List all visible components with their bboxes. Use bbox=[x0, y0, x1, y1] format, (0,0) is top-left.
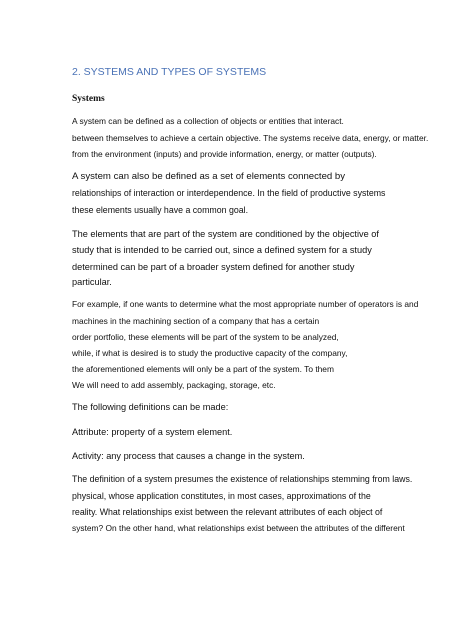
paragraph-2-line-2: relationships of interaction or interdependence. In the field of productive systems bbox=[72, 188, 386, 198]
paragraph-4-line-4: while, if what is desired is to study the productive capacity of the company, bbox=[72, 348, 348, 358]
paragraph-3-line-2: study that is intended to be carried out, since a defined system for a study bbox=[72, 245, 372, 255]
paragraph-4-line-5: the aforementioned elements will only be a part of the system. To them bbox=[72, 364, 334, 374]
subheading: Systems bbox=[72, 94, 105, 104]
paragraph-4-line-3: order portfolio, these elements will be part of the system to be analyzed, bbox=[72, 332, 339, 342]
paragraph-4-line-6: We will need to add assembly, packaging, storage, etc. bbox=[72, 380, 276, 390]
paragraph-1-line-3: from the environment (inputs) and provide information, energy, or matter (outputs). bbox=[72, 149, 377, 159]
paragraph-6-line-1: Attribute: property of a system element. bbox=[72, 427, 233, 437]
paragraph-4-line-1: For example, if one wants to determine what the most appropriate number of operators is and bbox=[72, 299, 419, 309]
paragraph-2-line-1: A system can also be defined as a set of elements connected by bbox=[72, 171, 346, 182]
paragraph-7-line-1: Activity: any process that causes a change in the system. bbox=[72, 451, 305, 461]
paragraph-3-line-1: The elements that are part of the system are conditioned by the objective of bbox=[72, 229, 379, 239]
paragraph-2-line-3: these elements usually have a common goal. bbox=[72, 205, 249, 215]
paragraph-8-line-2: physical, whose application constitutes, in most cases, approximations of the bbox=[72, 491, 371, 501]
section-title: 2. SYSTEMS AND TYPES OF SYSTEMS bbox=[72, 66, 267, 78]
paragraph-1-line-1: A system can be defined as a collection of objects or entities that interact. bbox=[72, 116, 344, 126]
paragraph-1-line-2: between themselves to achieve a certain objective. The systems receive data, energy, or matter. bbox=[72, 133, 429, 143]
paragraph-3-line-4: particular. bbox=[72, 277, 112, 287]
paragraph-8-line-4: system? On the other hand, what relationships exist between the attributes of the different bbox=[72, 523, 405, 533]
paragraph-8-line-1: The definition of a system presumes the existence of relationships stemming from laws. bbox=[72, 474, 413, 484]
paragraph-3-line-3: determined can be part of a broader system defined for another study bbox=[72, 262, 355, 272]
paragraph-4-line-2: machines in the machining section of a company that has a certain bbox=[72, 316, 320, 326]
paragraph-5-line-1: The following definitions can be made: bbox=[72, 402, 229, 412]
paragraph-8-line-3: reality. What relationships exist between the relevant attributes of each object of bbox=[72, 507, 383, 517]
